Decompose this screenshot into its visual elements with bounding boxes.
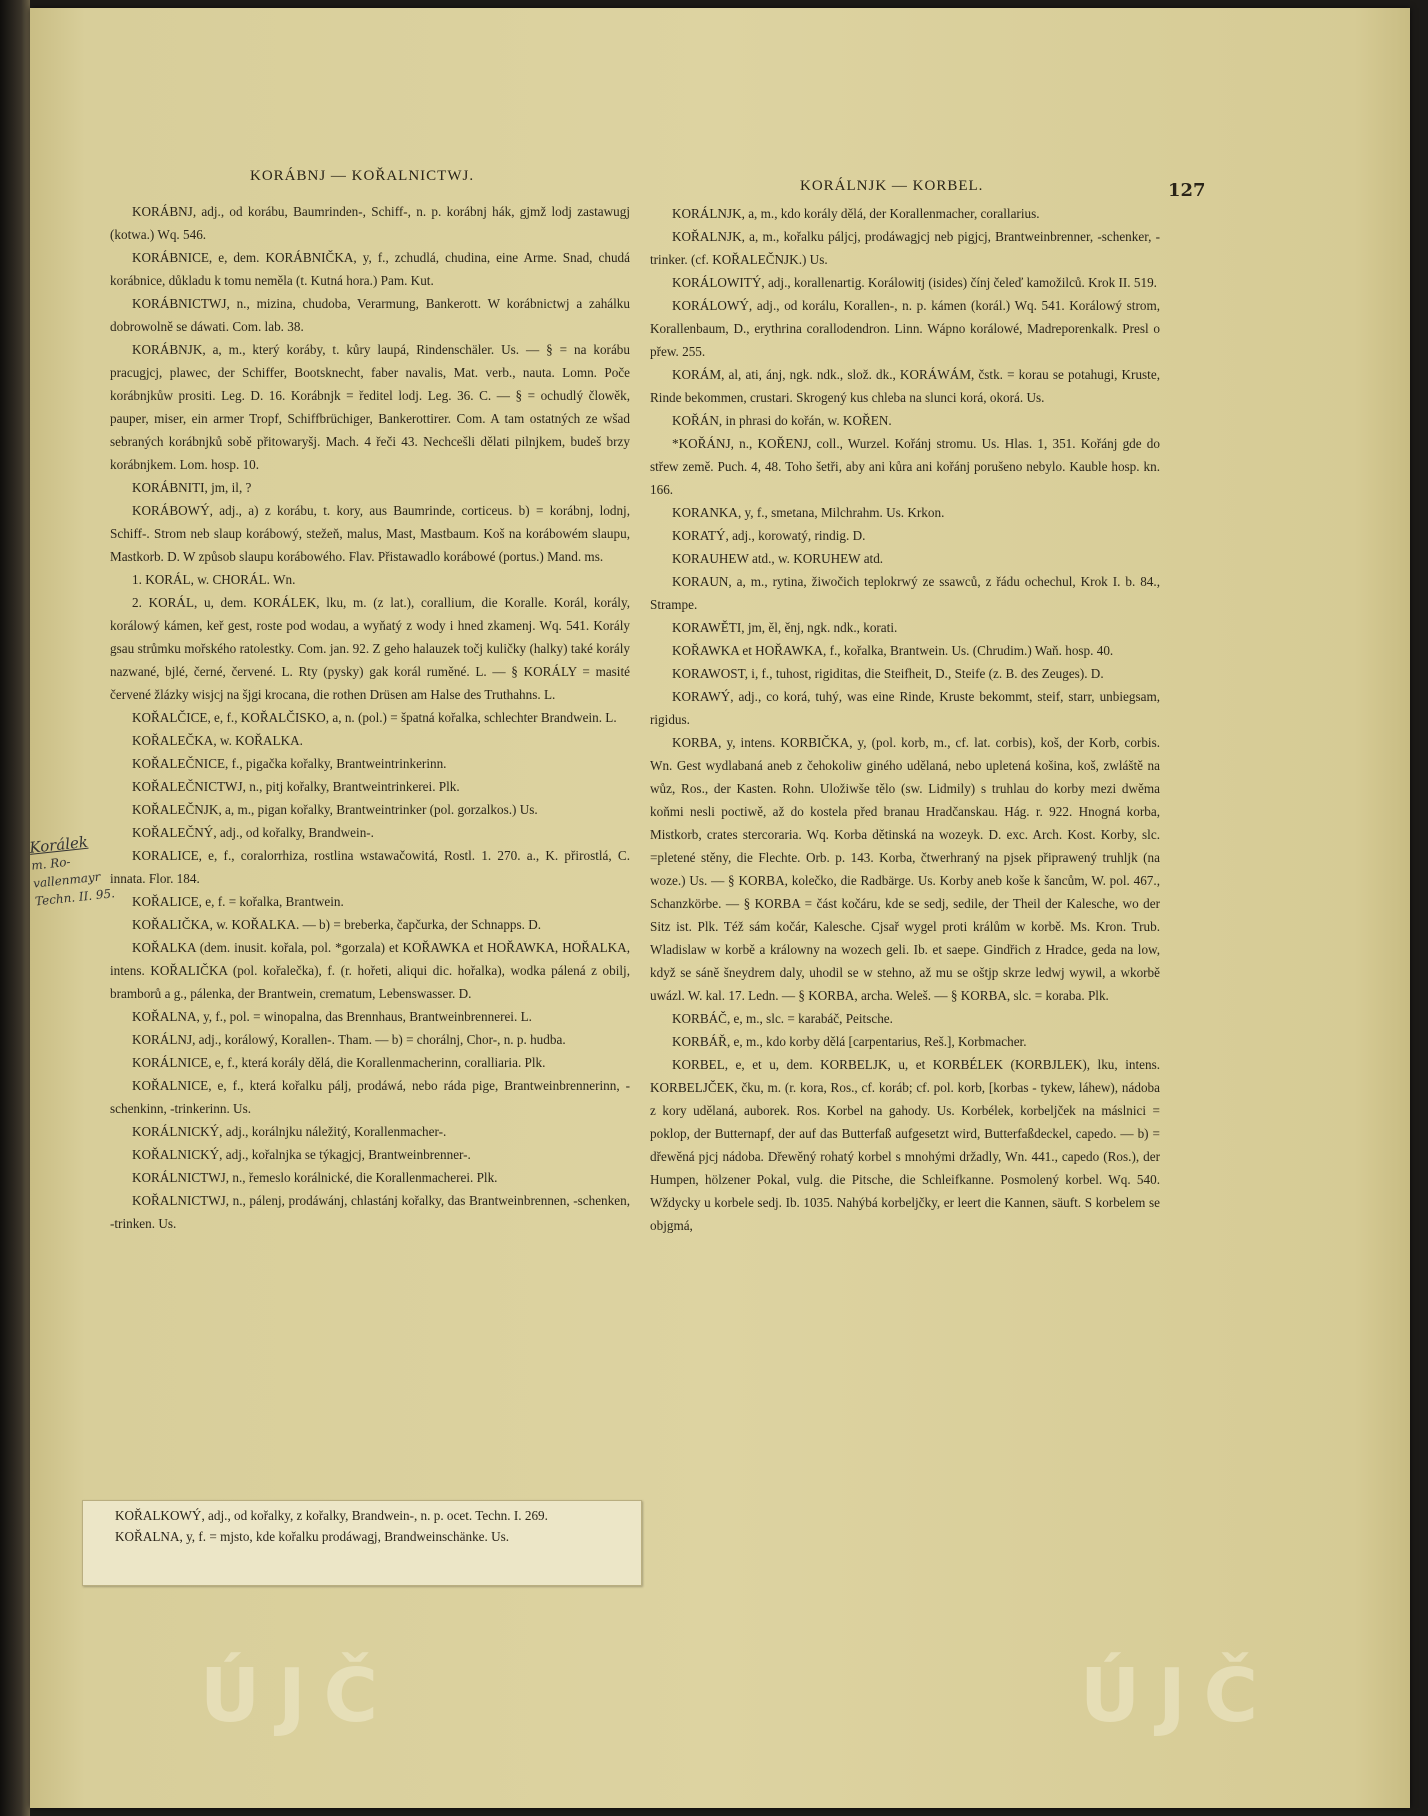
entry: KORÁLOWITÝ, adj., korallenartig. Korálowitj (isides) čínj čeleď kamožilců. Krok II. 519. xyxy=(672,275,1157,290)
margin-note-text: m. Rovallenmayr Techn. II. 95. xyxy=(30,854,116,909)
entry: KOŘALNJK, a, m., kořalku páljcj, prodáwagjcj neb pigjcj, Brantweinbrenner, -schenker, -trinker. (cf. KOŘALEČNJK.) Us. xyxy=(650,229,1160,267)
entry: KOŘALKA (dem. inusit. kořala, pol. *gorzala) et KOŘAWKA et HOŘAWKA, HOŘALKA, intens. KOŘALIČKA (pol. kořalečka), f. (r. hořeti, aliqui dic. hořalka), wodka pálená z obilj, bramborů a g., pálenka, der Brantwein, crematum, Lebenswasser. D. xyxy=(110,940,630,1001)
entry: KORÁBNITI, jm, il, ? xyxy=(132,480,252,495)
entry: KORALICE, e, f., coralorrhiza, rostlina wstawačowitá, Rostl. 1. 270. a., K. přirostlá, C. innata. Flor. 184. xyxy=(110,848,630,886)
entry: KOŘALNICTWJ, n., pálenj, prodáwánj, chlastánj kořalky, das Brantweinbrennen, -schenken, -trinken. Us. xyxy=(110,1193,630,1231)
left-column-header: KORÁBNJ — KOŘALNICTWJ. xyxy=(250,168,475,184)
entry: KORBÁŘ, e, m., kdo korby dělá [carpentarius, Reš.], Korbmacher. xyxy=(672,1034,1027,1049)
entry: KOŘALEČNJK, a, m., pigan kořalky, Brantweintrinker (pol. gorzalkos.) Us. xyxy=(132,802,538,817)
entry: *KOŘÁNJ, n., KOŘENJ, coll., Wurzel. Kořánj stromu. Us. Hlas. 1, 351. Kořánj gde do střew země. Puch. 4, 48. Toho šetři, aby ani kůra ani kořánj porušeno nebylo. Kauble hosp. kn. 166. xyxy=(650,436,1160,497)
entry: KORAWOST, i, f., tuhost, rigiditas, die Steifheit, D., Steife (z. B. des Zeuges). D. xyxy=(672,666,1104,681)
entry: KORAUHEW atd., w. KORUHEW atd. xyxy=(672,551,884,566)
entry: 1. KORÁL, w. CHORÁL. Wn. xyxy=(132,572,296,587)
slip-entry: KOŘALKOWÝ, adj., od kořalky, z kořalky, Brandwein-, n. p. ocet. Techn. I. 269. xyxy=(115,1508,548,1523)
entry: KORAUN, a, m., rytina, žiwočich teplokrwý ze ssawců, z řádu ochechul, Krok I. b. 84., Strampe. xyxy=(650,574,1160,612)
entry: KOŘALICE, e, f. = kořalka, Brantwein. xyxy=(132,894,344,909)
slip-entry: KOŘALNA, y, f. = mjsto, kde kořalku prodáwagj, Brandweinschänke. Us. xyxy=(115,1529,510,1544)
entry: KORANKA, y, f., smetana, Milchrahm. Us. Krkon. xyxy=(672,505,945,520)
entry: KORÁBNJ, adj., od korábu, Baumrinden-, Schiff-, n. p. korábnj hák, gjmž lodj zastawugj (kotwa.) Wq. 546. xyxy=(110,204,630,242)
handwritten-margin-note xyxy=(28,829,125,910)
entry: KOŘALIČKA, w. KOŘALKA. — b) = breberka, čapčurka, der Schnapps. D. xyxy=(132,917,542,932)
right-column-header: KORÁLNJK — KORBEL. xyxy=(800,178,984,194)
entry: KOŘALEČNICE, f., pigačka kořalky, Brantweintrinkerinn. xyxy=(132,756,447,771)
book-spine xyxy=(0,0,30,1816)
watermark-left: ÚJČ xyxy=(200,1653,396,1739)
entry: KORAWÝ, adj., co korá, tuhý, was eine Rinde, Kruste bekommt, steif, starr, unbiegsam, rigidus. xyxy=(650,689,1160,727)
entry: KOŘALČICE, e, f., KOŘALČISKO, a, n. (pol.) = špatná kořalka, schlechter Brandwein. L. xyxy=(132,710,617,725)
watermark-right: ÚJČ xyxy=(1080,1653,1276,1739)
entry: KORATÝ, adj., korowatý, rindig. D. xyxy=(672,528,866,543)
entry: 2. KORÁL, u, dem. KORÁLEK, lku, m. (z lat.), corallium, die Koralle. Korál, korály, korálowý kámen, keř gest, roste pod wodau, a wyňatý z wody i hned zkamenj. Wq. 541. Korály gsau strůmku mořského ratolestky. Com. jan. 92. Z geho halauzek točj kuličky (halky) také korály nazwané, bjlé, černé, červené. L. Rty (pysky) gak korál ruměné. L. — § KORÁLY = masité červené žlázky wisjcj na šjgi krocana, die rothen Drüsen am Halse des Truthahns. L. xyxy=(110,595,630,702)
entry: KOŘALEČKA, w. KOŘALKA. xyxy=(132,733,303,748)
pasted-paper-slip xyxy=(82,1500,642,1586)
entry: KORÁBOWÝ, adj., a) z korábu, t. kory, aus Baumrinde, corticeus. b) = korábnj, lodnj, Schiff-. Strom neb slaup korábowý, stežeň, malus, Mast, Mastbaum. Koš na korábowém slaupu, Mastkorb. D. W způsob slaupu korábowého. Flav. Přistawadlo korábowé (portus.) Mand. ms. xyxy=(110,503,630,564)
entry: KORÁLNICE, e, f., která korály dělá, die Korallenmacherinn, coralliaria. Plk. xyxy=(132,1055,546,1070)
entry: KORÁLNICTWJ, n., řemeslo korálnické, die Korallenmacherei. Plk. xyxy=(132,1170,498,1185)
entry: KORBÁČ, e, m., slc. = karabáč, Peitsche. xyxy=(672,1011,893,1026)
dictionary-page xyxy=(30,8,1410,1808)
entry: KORÁLNJK, a, m., kdo korály dělá, der Korallenmacher, corallarius. xyxy=(672,206,1040,221)
entry: KOŘALEČNICTWJ, n., pitj kořalky, Brantweintrinkerei. Plk. xyxy=(132,779,460,794)
entry: KORÁM, al, ati, ánj, ngk. ndk., slož. dk., KORÁWÁM, čstk. = korau se potahugi, Kruste, Rinde bekommen, crustari. Skrogený kus chleba na slunci korá, okorá. Us. xyxy=(650,367,1160,405)
entry: KORBEL, e, et u, dem. KORBELJK, u, et KORBÉLEK (KORBJLEK), lku, intens. KORBELJČEK, čku, m. (r. kora, Ros., cf. koráb; cf. pol. korb, [korbas - tykew, láhew), nádoba z kory udělaná, auborek. Ros. Korbel na gahody. Us. Korbélek, korbeljček na máslnici = poklop, der Butternapf, der auf das Butterfaß aufgesetzt wird, Butterfaßdeckel, capedo. — b) = dřewěná pjcj nádoba. Dřewěný rohatý korbel s mnohými držadly, Wn. 441., capedo (Ros.), der Humpen, hölzener Pokal, vulg. die Pitsche, die Schleifkanne. Posmolený korbel. Wq. 540. Wždycky u korbele sedj. Ib. 1035. Nahýbá korbeljčky, er leert die Kannen, säuft. S korbelem se objgmá, xyxy=(650,1057,1160,1233)
entry: KOŘALNICE, e, f., která kořalku pálj, prodáwá, nebo ráda pige, Brantweinbrennerinn, -schenkinn, -trinkerinn. Us. xyxy=(110,1078,630,1116)
entry: KORÁLNICKÝ, adj., korálnjku náležitý, Korallenmacher-. xyxy=(132,1124,447,1139)
margin-note-word: Korálek xyxy=(28,832,89,857)
entry: KOŘALNA, y, f., pol. = winopalna, das Brennhaus, Brantweinbrennerei. L. xyxy=(132,1009,532,1024)
page-number: 127 xyxy=(1168,180,1206,201)
entry: KOŘAWKA et HOŘAWKA, f., kořalka, Brantwein. Us. (Chrudim.) Waň. hosp. 40. xyxy=(672,643,1114,658)
entry: KOŘALEČNÝ, adj., od kořalky, Brandwein-. xyxy=(132,825,374,840)
entry: KORÁBNICE, e, dem. KORÁBNIČKA, y, f., zchudlá, chudina, eine Arme. Snad, chudá korábnice, důkladu k tomu neměla (t. Kutná hora.) Pam. Kut. xyxy=(110,250,630,288)
entry: KORÁLNJ, adj., korálowý, Korallen-. Tham. — b) = chorálnj, Chor-, n. p. hudba. xyxy=(132,1032,566,1047)
entry: KOŘÁN, in phrasi do kořán, w. KOŘEN. xyxy=(672,413,892,428)
left-column xyxy=(110,200,630,1235)
right-column xyxy=(650,202,1160,1237)
entry: KORÁBNJK, a, m., který koráby, t. kůry laupá, Rindenschäler. Us. — § = na korábu pracugjcj, plawec, der Schiffer, Bootsknecht, faber navalis, Mat. verb., nauta. Lomn. Poče korábnjkůw prositi. Leg. D. 16. Korábnjk = ředitel lodj. Leg. 36. C. — § = ochudlý člowěk, pauper, miser, ein armer Tropf, Schiffbrüchiger, Bankerottirer. Com. A tam ostatných ze wšad sebraných korábnjků sobě přitowaryšj. Mach. 4 řeči 43. Nechcešli dělati pilnjkem, budeš brzy korábnjkem. Lom. hosp. 10. xyxy=(110,342,630,472)
entry: KORBA, y, intens. KORBIČKA, y, (pol. korb, m., cf. lat. corbis), koš, der Korb, corbis. Wn. Gest wydlabaná aneb z čehokoliw giného udělaná, nebo upletená košina, koš, zwláště na wůz, Ros., der Kasten. Rohn. Uložiwše tělo (sw. Lidmily) s truhlau do korby mezi dwěma koňmi nesli poctiwě, až do kostela před branau Hradčanskau. Hág. r. 922. Hnogná korba, Mistkorb, crates stercoraria. Wq. Korba dětinská na wozeyk. D. exc. Arch. Kost. Korby, slc. =pletené stěny, die Flechte. Orb. p. 143. Korba, čtwerhraný na pjsek připrawený truhljk (na woze.) Us. — § KORBA, kolečko, die Radbärge. Us. Korby aneb koše k šancům, W. pol. 467., Schanzkörbe. — § KORBA = část kočáru, kde se sedj, sedile, der Theil der Kalesche, wo der Sitz ist. Plk. Též sám kočár, Kalesche. Cjsař wygel proti králům w korbě. Ms. Kron. Trub. Wladislaw w korbě a králowny na wozech geli. Ib. et saepe. Gindřich z Hradce, geda na low, když se sáně šneydrem daly, uhodil se w stehno, až mu se oštjp skrze ledwj wywil, a wkorbě uwázl. W. kal. 17. Ledn. — § KORBA, archa. Weleš. — § KORBA, slc. = koraba. Plk. xyxy=(650,735,1160,1003)
entry: KOŘALNICKÝ, adj., kořalnjka se týkagjcj, Brantweinbrenner-. xyxy=(132,1147,471,1162)
entry: KORAWĚTI, jm, ěl, ěnj, ngk. ndk., korati. xyxy=(672,620,898,635)
entry: KORÁBNICTWJ, n., mizina, chudoba, Verarmung, Bankerott. W korábnictwj a zahálku dobrowolně se dáwati. Com. lab. 38. xyxy=(110,296,630,334)
entry: KORÁLOWÝ, adj., od korálu, Korallen-, n. p. kámen (korál.) Wq. 541. Korálowý strom, Korallenbaum, D., erythrina corallodendron. Linn. Wápno korálowé, Madreporenkalk. Presl o přew. 255. xyxy=(650,298,1160,359)
